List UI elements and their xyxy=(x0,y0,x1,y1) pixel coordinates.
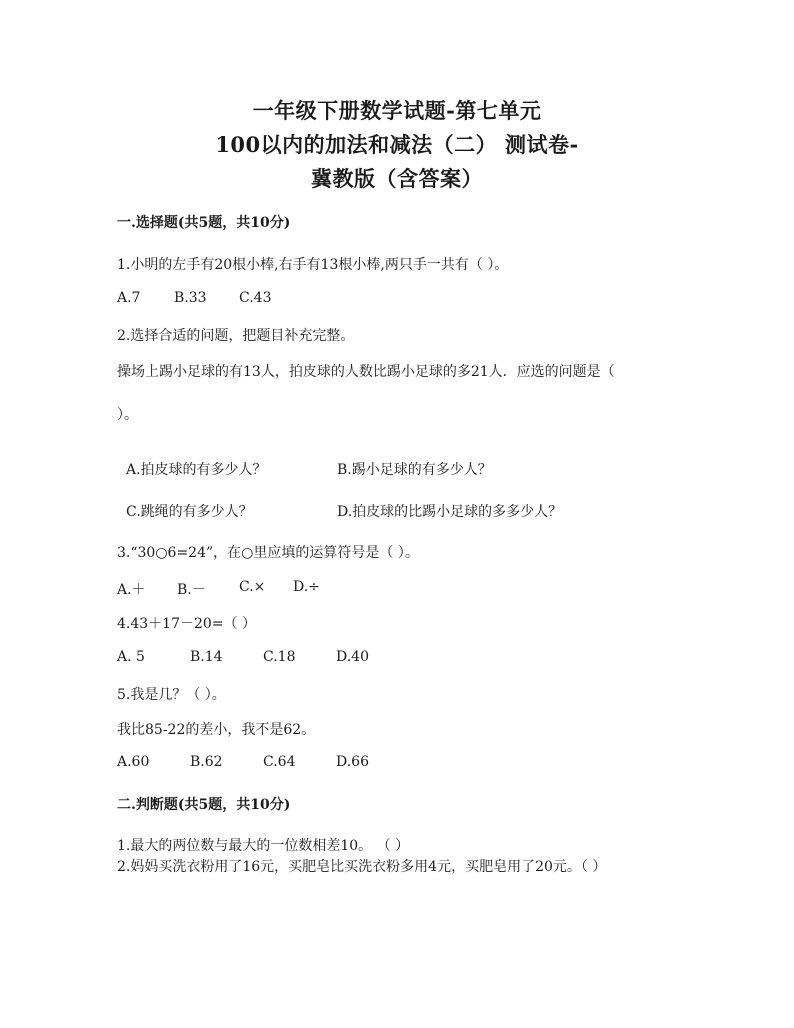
question-2-option-a: A.拍皮球的有多少人？ xyxy=(126,462,267,478)
question-4-text: 4.43＋17－20=（ ） xyxy=(117,616,256,632)
question-5-text: 5.我是几？（ ）。 xyxy=(117,687,226,703)
question-5-condition: 我比85-22的差小，我不是62。 xyxy=(117,722,316,738)
question-2-option-b: B.踢小足球的有多少人？ xyxy=(337,462,492,478)
option-a: A.60 xyxy=(117,754,150,770)
section-2-heading: 二.判断题(共5题，共10分) xyxy=(117,797,291,813)
title-line-1: 一年级下册数学试题-第七单元 xyxy=(252,98,542,123)
option-d: D.40 xyxy=(336,649,369,665)
question-3-text: 3.“30○6=24”，在○里应填的运算符号是（ ）。 xyxy=(117,545,419,561)
option-b: B.33 xyxy=(174,290,207,306)
option-c: C.64 xyxy=(263,754,296,770)
title-line-2: 100以内的加法和减法（二） 测试卷- xyxy=(215,132,579,157)
option-b: B.－ xyxy=(177,582,206,598)
title-line-3: 冀教版（含答案） xyxy=(311,166,483,191)
question-2-intro: 2.选择合适的问题，把题目补充完整。 xyxy=(117,328,355,344)
judge-question-1: 1.最大的两位数与最大的一位数相差10。 （ ） xyxy=(117,838,410,854)
question-2-option-c: C.跳绳的有多少人？ xyxy=(126,504,253,520)
option-d: D.66 xyxy=(336,754,369,770)
option-c: C.43 xyxy=(239,290,272,306)
option-d: D.÷ xyxy=(293,579,320,595)
question-2-option-d: D.拍皮球的比踢小足球的多多少人？ xyxy=(337,504,563,520)
question-2-text: 操场上踢小足球的有13人，拍皮球的人数比踢小足球的多21人．应选的问题是（ xyxy=(117,364,615,380)
option-b: B.62 xyxy=(190,754,223,770)
judge-question-2: 2.妈妈买洗衣粉用了16元，买肥皂比买洗衣粉多用4元，买肥皂用了20元。（ ） xyxy=(117,859,607,875)
question-2-text-end: ）。 xyxy=(117,407,138,423)
option-a: A. 5 xyxy=(117,649,145,665)
option-b: B.14 xyxy=(190,649,223,665)
question-1-text: 1.小明的左手有20根小棒,右手有13根小棒,两只手一共有（ ）。 xyxy=(117,257,509,273)
section-1-heading: 一.选择题(共5题，共10分) xyxy=(117,215,291,231)
option-c: C.× xyxy=(239,579,266,595)
option-a: A.7 xyxy=(117,290,141,306)
option-a: A.＋ xyxy=(117,582,146,598)
option-c: C.18 xyxy=(263,649,296,665)
